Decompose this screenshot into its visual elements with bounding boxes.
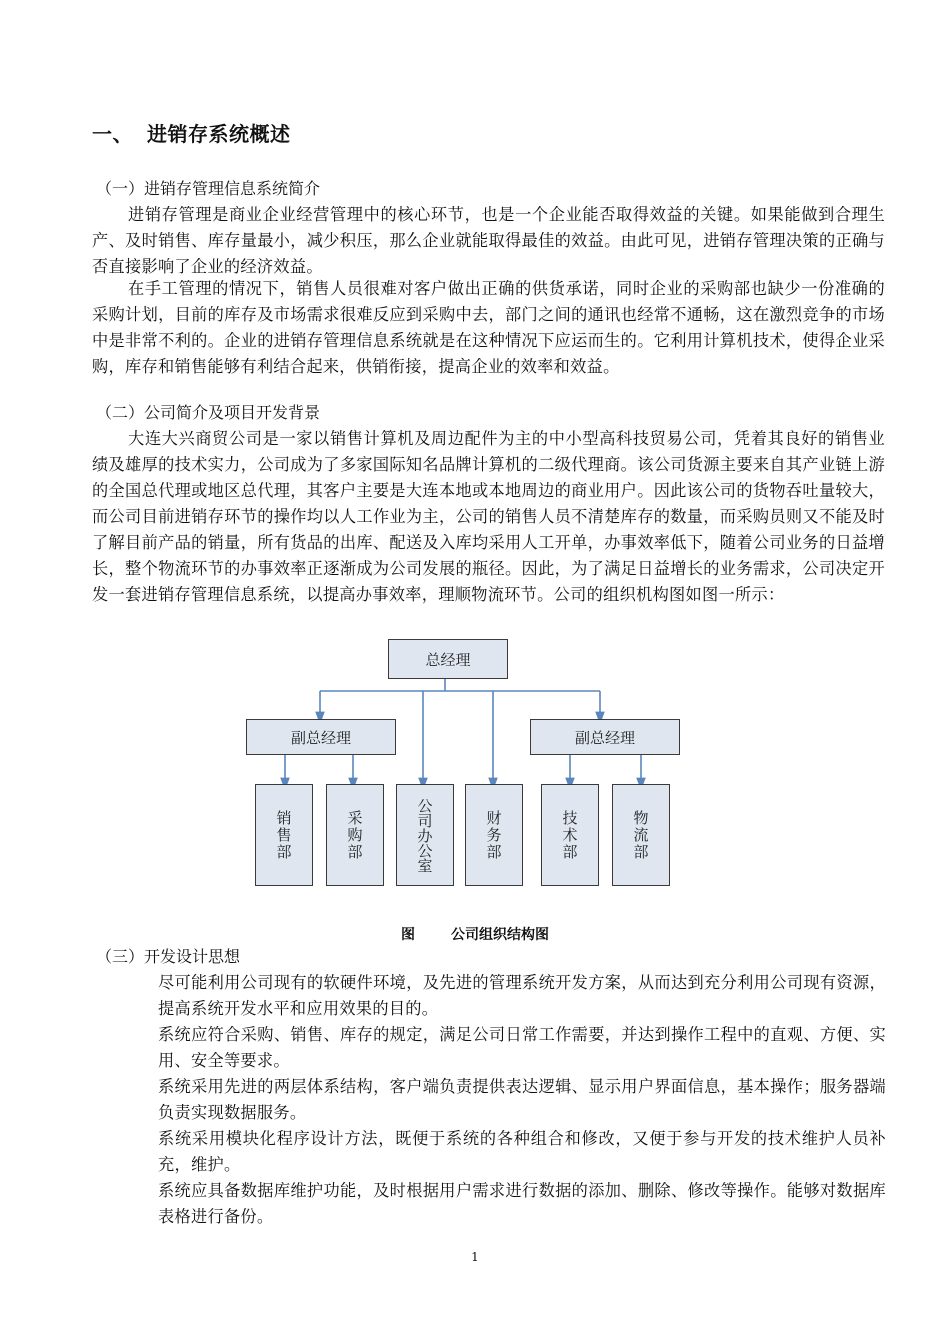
section-title [92, 118, 291, 147]
org-dept-label: 公司办公室 [415, 797, 434, 873]
org-dept-sales [255, 784, 313, 886]
org-dept-purchasing [326, 784, 384, 886]
paragraph-3: 大连大兴商贸公司是一家以销售计算机及周边配件为主的中小型高科技贸易公司，凭着其良好的销售业绩及雄厚的技术实力，公司成为了多家国际知名品牌计算机的二级代理商。该公司货源主要来自其产业链上游的全国总代理或地区总代理，其客户主要是大连本地或本地周边的商业用户。因此该公司的货物吞吐量较大，而公司目前进销存环节的操作均以人工作业为主，公司的销售人员不清楚库存的数量，而采购员则又不能及时了解目前产品的销量，所有货品的出库、配送及入库均采用人工开单，办事效率低下，随着公司业务的日益增长，整个物流环节的办事效率正逐渐成为公司发展的瓶径。因此，为了满足日益增长的业务需求，公司决定开发一套进销存管理信息系统，以提高办事效率，理顺物流环节。公司的组织机构图如图一所示： [92, 429, 885, 604]
design-point-1: 尽可能利用公司现有的软硬件环境，及先进的管理系统开发方案，从而达到充分利用公司现有资源，提高系统开发水平和应用效果的目的。 [158, 973, 886, 1018]
page-number: 1 [471, 1250, 479, 1264]
section-title-text: 进销存系统概述 [147, 122, 291, 146]
org-dept-label: 采购部 [345, 809, 364, 861]
org-dept-finance [465, 784, 523, 886]
subsection-heading-2: （二）公司简介及项目开发背景 [96, 403, 321, 422]
design-point-3: 系统采用先进的两层体系结构，客户端负责提供表达逻辑、显示用户界面信息，基本操作；服务器端负责实现数据服务。 [158, 1077, 886, 1122]
paragraph-2: 在手工管理的情况下，销售人员很难对客户做出正确的供货承诺，同时企业的采购部也缺少一份准确的采购计划，目前的库存及市场需求很难反应到采购中去，部门之间的通讯也经常不通畅，这在激烈竞争的市场中是非常不利的。企业的进销存管理信息系统就是在这种情况下应运而生的。它利用计算机技术，使得企业采购，库存和销售能够有利结合起来，供销衔接，提高企业的效率和效益。 [92, 279, 885, 376]
figure-caption [0, 924, 950, 944]
org-dept-label: 销售部 [274, 809, 293, 861]
org-dept-label: 财务部 [484, 809, 503, 861]
figure-caption-text: 公司组织结构图 [451, 927, 549, 943]
design-point-4: 系统采用模块化程序设计方法，既便于系统的各种组合和修改，又便于参与开发的技术维护人员补充，维护。 [158, 1129, 886, 1174]
paragraph-1: 进销存管理是商业企业经营管理中的核心环节，也是一个企业能否取得效益的关键。如果能做到合理生产、及时销售、库存量最小，减少积压，那么企业就能取得最佳的效益。由此可见，进销存管理决策的正确与否直接影响了企业的经济效益。 [92, 205, 885, 276]
section-number: 一、 [92, 122, 133, 146]
org-dept-tech [541, 784, 599, 886]
design-point-2: 系统应符合采购、销售、库存的规定，满足公司日常工作需要，并达到操作工程中的直观、方便、实用、安全等要求。 [158, 1025, 886, 1070]
figure-label: 图 [401, 927, 415, 943]
subsection-heading-1: （一）进销存管理信息系统简介 [96, 179, 321, 198]
org-dept-label: 技术部 [560, 809, 579, 861]
org-dept-office [396, 784, 454, 886]
subsection-heading-3: （三）开发设计思想 [96, 947, 241, 966]
org-box-ceo: 总经理 [388, 639, 508, 679]
org-dept-logistics [612, 784, 670, 886]
design-point-5: 系统应具备数据库维护功能，及时根据用户需求进行数据的添加、删除、修改等操作。能够对数据库表格进行备份。 [158, 1181, 886, 1226]
org-chart [240, 634, 680, 894]
org-box-vp-right: 副总经理 [530, 719, 680, 755]
org-dept-label: 物流部 [631, 809, 650, 861]
org-box-vp-left: 副总经理 [246, 719, 396, 755]
